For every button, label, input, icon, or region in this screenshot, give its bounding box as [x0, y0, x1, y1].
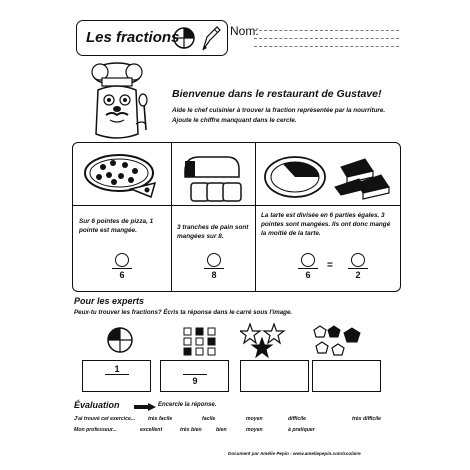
title-box — [76, 20, 228, 56]
eval-option[interactable]: facile — [202, 416, 216, 422]
denominator: 8 — [211, 270, 217, 280]
arrow-right-icon — [134, 403, 156, 411]
evaluation-title: Évaluation — [74, 400, 120, 410]
problem-3-text: La tarte est divisée en 6 parties égales. 3 pointes sont mangées. Ils ont donc mangé la moitié de la tarte. — [261, 212, 391, 237]
pizza-icon — [81, 149, 165, 203]
numerator-circle[interactable] — [301, 253, 315, 267]
eval-option[interactable]: moyen — [246, 427, 263, 433]
denominator: 6 — [305, 270, 311, 280]
problem-2-text: 3 tranches de pain sont mangées sur 8. — [177, 224, 249, 240]
expert-answer-box-4[interactable] — [312, 360, 381, 392]
intro-headline: Bienvenue dans le restaurant de Gustave! — [172, 88, 382, 100]
evaluation-subtitle: Encercle la réponse. — [158, 402, 217, 408]
page-title: Les fractions — [86, 29, 180, 46]
numerator-circle[interactable] — [207, 253, 221, 267]
eval-option[interactable]: bien — [216, 427, 227, 433]
pie-pencil-icon — [171, 25, 223, 53]
eval-option[interactable]: très bien — [180, 427, 202, 433]
eval-row-2-label: Mon professeur... — [74, 427, 117, 433]
experts-subtitle: Peux-tu trouver les fractions? Écris ta réponse dans le carré sous l'image. — [74, 309, 293, 316]
squares-grid-icon — [182, 326, 228, 356]
denominator: 6 — [119, 270, 125, 280]
problem-1-text: Sur 6 pointes de pizza, 1 pointe est mangée. — [79, 218, 154, 234]
credit-footer: Document par Amélie Pepin - www.ameliepepin.com/scolaire — [228, 451, 361, 456]
stars-icon — [240, 322, 304, 360]
intro-instructions: Aide le chef cuisinier à trouver la fraction représentée par la nourriture. Ajoute le chiffre manquant dans le cercle. — [172, 107, 386, 124]
denominator: 2 — [355, 270, 361, 280]
eval-row-1-label: J'ai trouvé cet exercice... — [74, 416, 136, 422]
name-line — [254, 46, 399, 47]
pentagons-icon — [312, 324, 366, 358]
eval-option[interactable]: excellent — [140, 427, 163, 433]
fraction-answer-3a — [297, 253, 319, 280]
numerator-circle[interactable] — [115, 253, 129, 267]
expert-answer-box-1[interactable]: 1 — [82, 360, 151, 392]
numerator-circle[interactable] — [351, 253, 365, 267]
name-line — [254, 30, 399, 31]
name-label: Nom: — [230, 24, 259, 38]
expert-answer-box-2[interactable]: 9 — [160, 360, 229, 392]
bread-icon — [177, 147, 251, 205]
equals-sign: = — [327, 260, 333, 271]
eval-option[interactable]: difficile — [288, 416, 307, 422]
eval-option[interactable]: très difficile — [352, 416, 382, 422]
chef-mascot-icon — [82, 60, 162, 142]
problem-grid — [72, 142, 401, 292]
fraction-answer-3b — [347, 253, 369, 280]
name-line — [254, 38, 399, 39]
pie-tart-icon — [261, 149, 397, 205]
expert-answer-box-3[interactable] — [240, 360, 309, 392]
fraction-answer-2 — [203, 253, 225, 280]
experts-title: Pour les experts — [74, 296, 145, 306]
eval-option[interactable]: très facile — [148, 416, 173, 422]
quarter-circle-icon — [104, 324, 136, 356]
eval-option[interactable]: à pratiquer — [288, 427, 315, 433]
eval-option[interactable]: moyen — [246, 416, 263, 422]
worksheet — [64, 8, 408, 462]
fraction-answer-1 — [111, 253, 133, 280]
